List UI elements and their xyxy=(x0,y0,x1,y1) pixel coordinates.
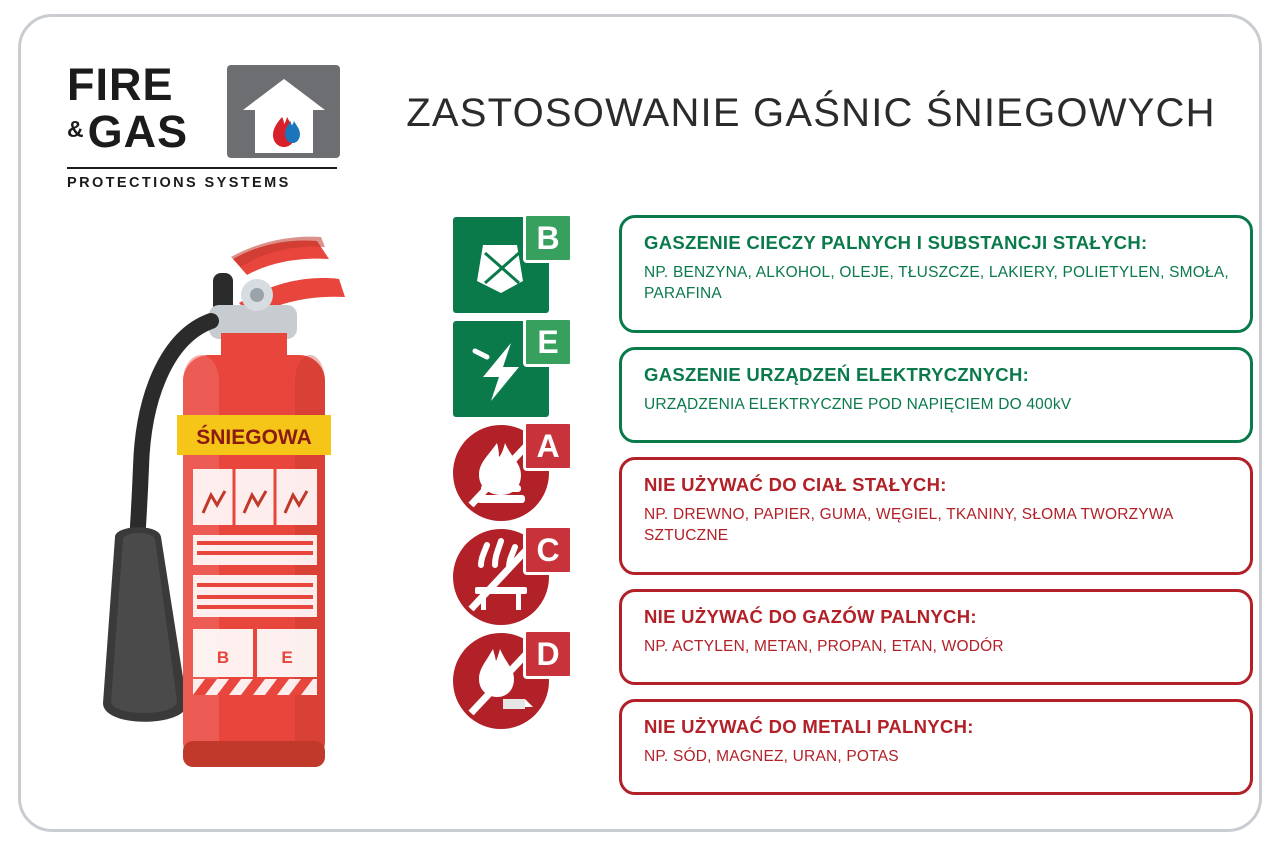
pictogram-class-a-forbidden xyxy=(453,425,560,521)
poster-card xyxy=(18,14,1262,832)
info-box-body: NP. SÓD, MAGNEZ, URAN, POTAS xyxy=(644,748,899,765)
info-box-liquids xyxy=(619,215,1253,333)
info-box-heading: NIE UŻYWAĆ DO METALI PALNYCH: xyxy=(644,716,974,737)
info-box-electrical xyxy=(619,347,1253,443)
pictogram-class-c-forbidden xyxy=(453,529,560,625)
pictogram-letter: A xyxy=(523,421,573,471)
pictogram-column xyxy=(453,217,593,737)
house-icon xyxy=(227,65,340,158)
pictogram-class-b xyxy=(453,217,560,313)
page-title: ZASTOSOWANIE GAŚNIC ŚNIEGOWYCH xyxy=(406,91,1216,135)
info-box-solids xyxy=(619,457,1253,575)
info-box-heading: GASZENIE CIECZY PALNYCH I SUBSTANCJI STAŁYCH: xyxy=(644,232,1148,253)
info-box-heading: NIE UŻYWAĆ DO GAZÓW PALNYCH: xyxy=(644,606,977,627)
logo-line-gas: GAS xyxy=(87,106,189,157)
logo-line-fire: FIRE xyxy=(67,59,174,110)
bottle-class-b: B xyxy=(216,648,230,667)
extinguisher-illustration xyxy=(81,217,421,817)
bottle-class-e: E xyxy=(281,648,293,667)
info-box-body: NP. BENZYNA, ALKOHOL, OLEJE, TŁUSZCZE, LAKIERY, POLIETYLEN, SMOŁA, PARAFINA xyxy=(644,264,1229,302)
info-box-metals xyxy=(619,699,1253,795)
logo-subtitle: PROTECTIONS SYSTEMS xyxy=(67,167,337,191)
brand-logo xyxy=(67,59,347,198)
logo-ampersand: & xyxy=(67,116,84,142)
pictogram-letter: B xyxy=(523,213,573,263)
pictogram-letter: C xyxy=(523,525,573,575)
info-box-heading: NIE UŻYWAĆ DO CIAŁ STAŁYCH: xyxy=(644,474,947,495)
logo-wordmark xyxy=(67,59,217,157)
house-flame-icon xyxy=(241,77,327,155)
extinguisher-label-text: ŚNIEGOWA xyxy=(196,426,312,449)
info-box-gases xyxy=(619,589,1253,685)
extinguisher-svg xyxy=(81,217,421,817)
info-box-heading: GASZENIE URZĄDZEŃ ELEKTRYCZNYCH: xyxy=(644,364,1030,385)
info-box-body: NP. DREWNO, PAPIER, GUMA, WĘGIEL, TKANINY, SŁOMA TWORZYWA SZTUCZNE xyxy=(644,506,1173,544)
pictogram-class-e xyxy=(453,321,559,417)
info-box-body: URZĄDZENIA ELEKTRYCZNE POD NAPIĘCIEM DO 400kV xyxy=(644,396,1072,413)
pictogram-class-d-forbidden xyxy=(453,633,560,729)
info-box-body: NP. ACTYLEN, METAN, PROPAN, ETAN, WODÓR xyxy=(644,638,1004,655)
pictogram-letter: E xyxy=(523,317,573,367)
info-box-list xyxy=(619,215,1253,809)
pictogram-letter: D xyxy=(523,629,573,679)
